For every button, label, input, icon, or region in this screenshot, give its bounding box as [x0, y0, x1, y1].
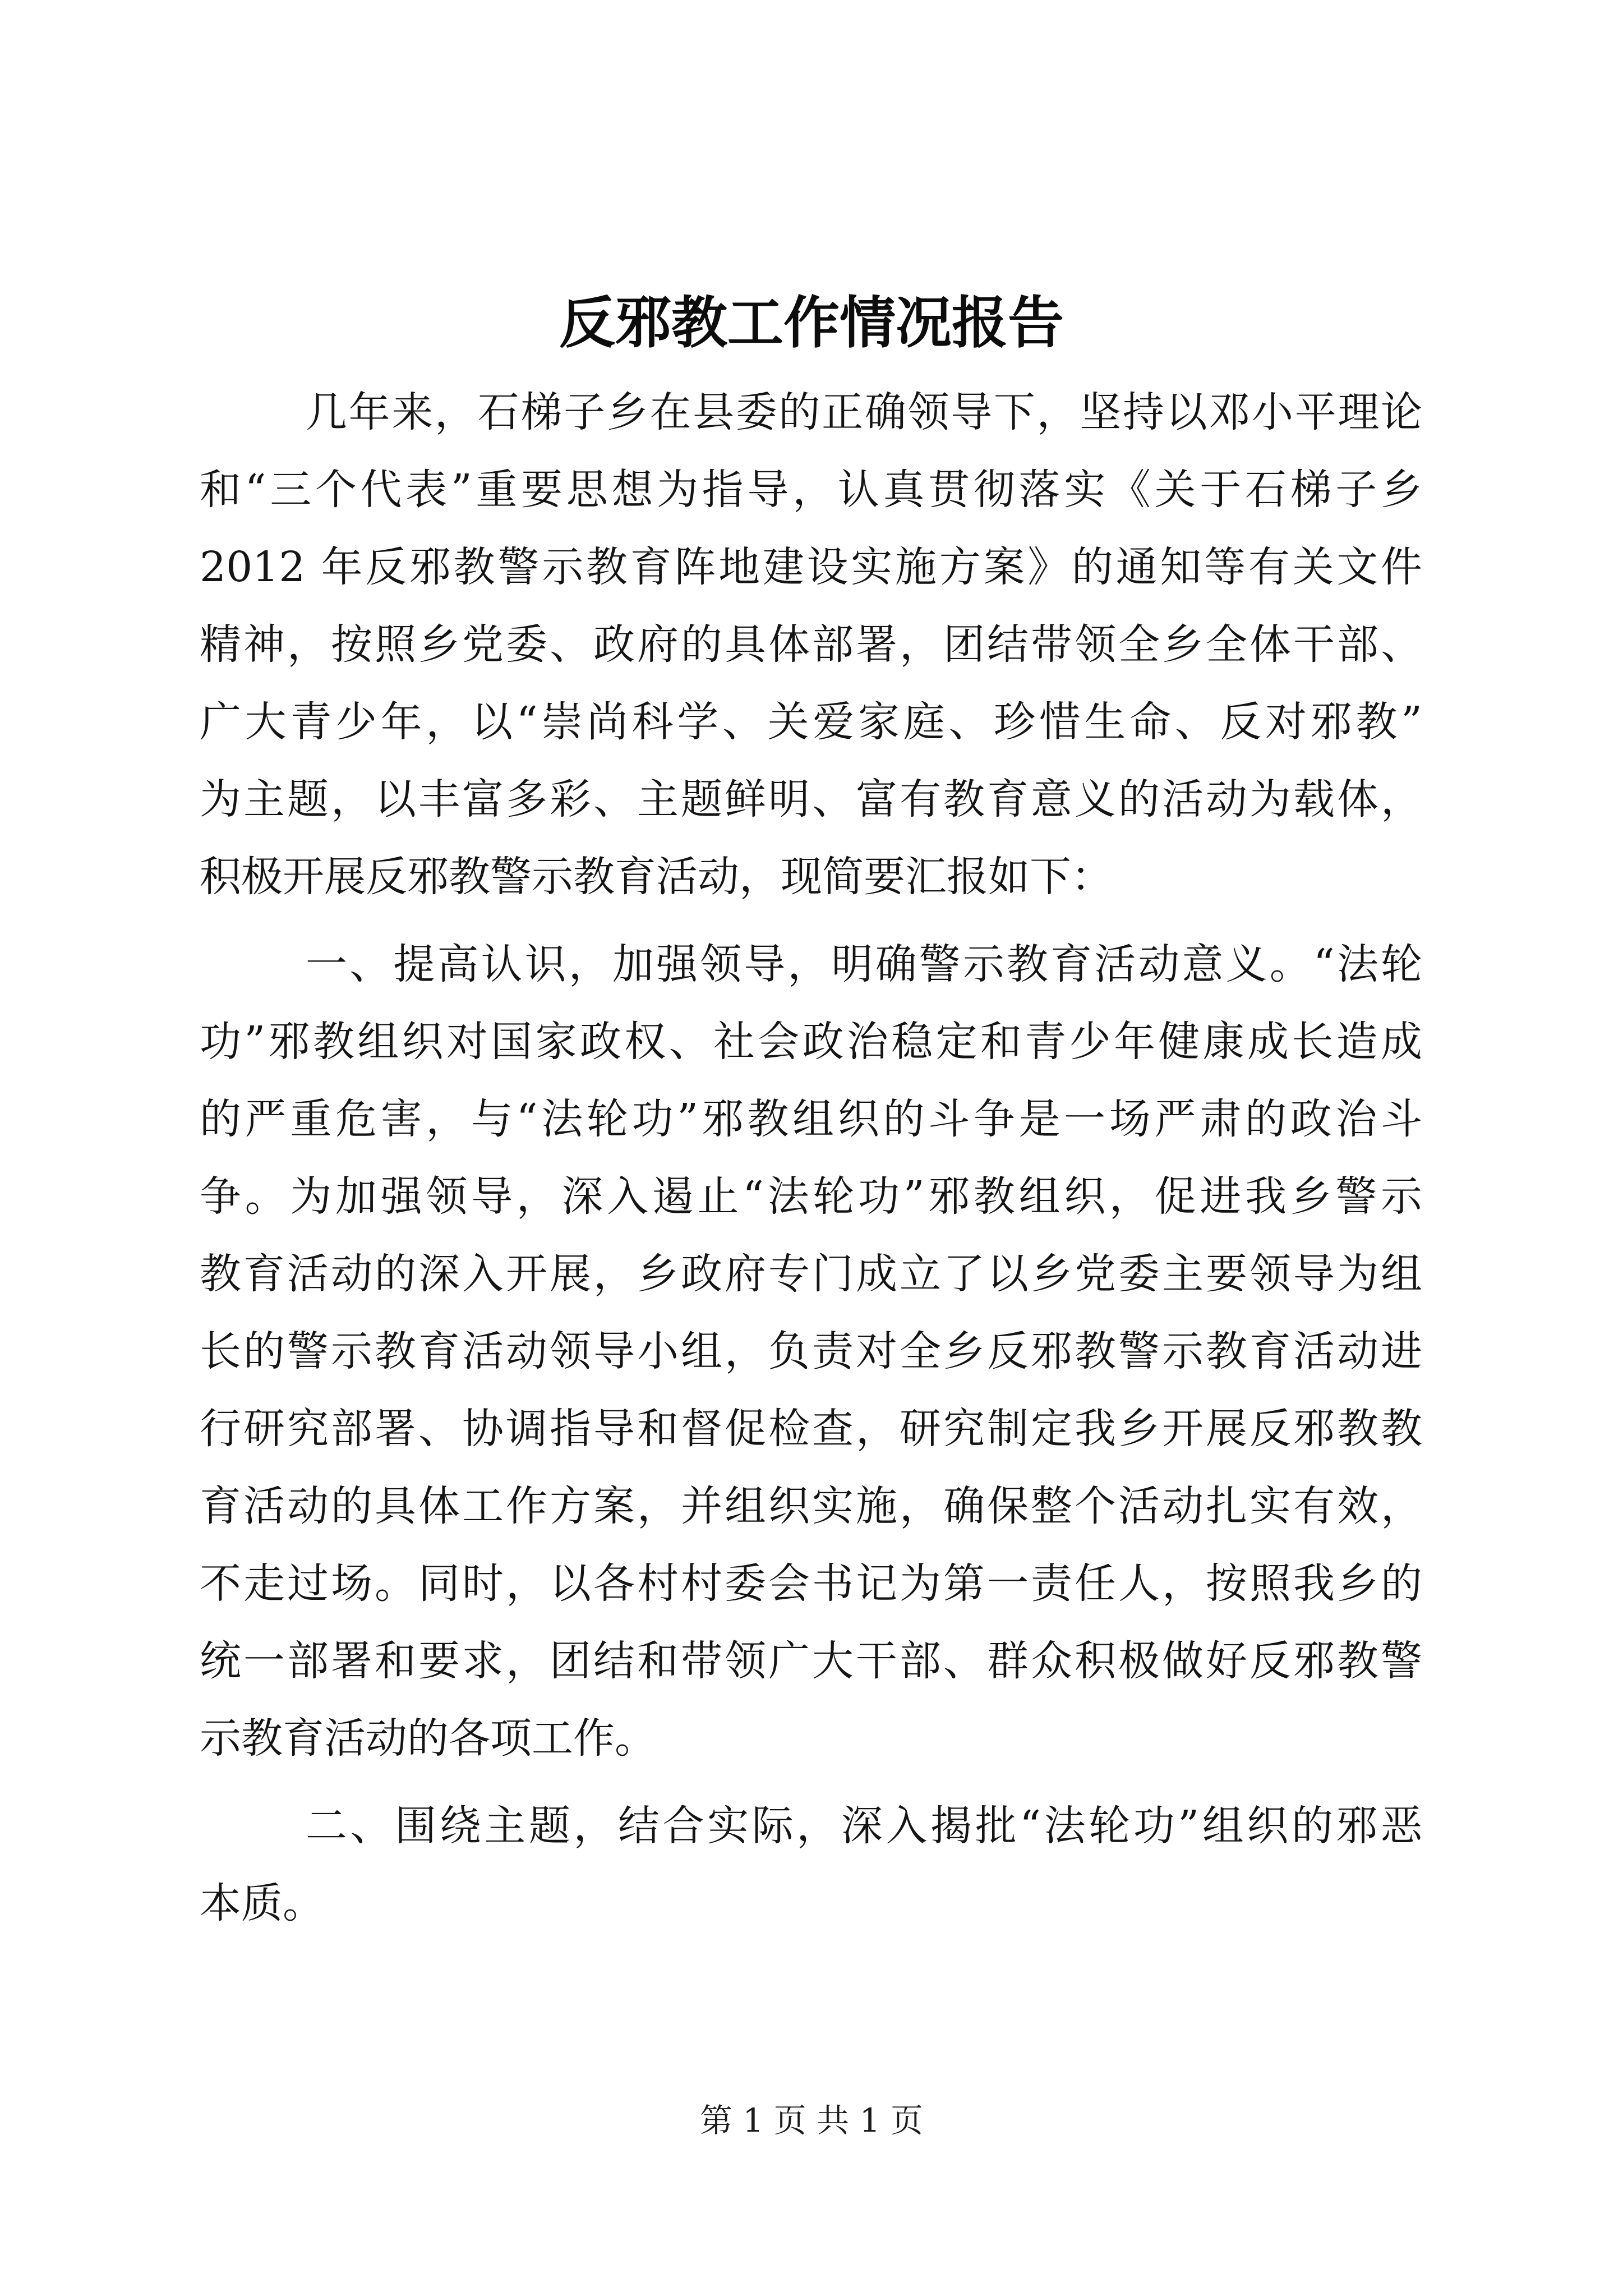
paragraph-line: 示教育活动的各项工作。	[200, 1714, 656, 1763]
paragraph-line: 功”邪教组织对国家政权、社会政治稳定和青少年健康成长造成	[200, 1018, 1422, 1066]
paragraph-line: 争。为加强领导，深入遏止“法轮功”邪教组织，促进我乡警示	[200, 1172, 1422, 1221]
paragraph-line: 的严重危害，与“法轮功”邪教组织的斗争是一场严肃的政治斗	[200, 1095, 1422, 1143]
document-title: 反邪教工作情况报告	[559, 289, 1064, 356]
paragraph-line: 统一部署和要求，团结和带领广大干部、群众积极做好反邪教警	[200, 1637, 1422, 1685]
paragraph-line: 二、围绕主题，结合实际，深入揭批“法轮功”组织的邪恶	[306, 1802, 1422, 1850]
paragraph-line: 本质。	[200, 1879, 324, 1927]
paragraph-line: 精神，按照乡党委、政府的具体部署，团结带领全乡全体干部、	[200, 620, 1422, 669]
paragraph-line: 教育活动的深入开展，乡政府专门成立了以乡党委主要领导为组	[200, 1250, 1422, 1298]
paragraph-line: 和“三个代表”重要思想为指导，认真贯彻落实《关于石梯子乡	[200, 466, 1422, 514]
paragraph-line: 2012 年反邪教警示教育阵地建设实施方案》的通知等有关文件	[200, 543, 1422, 591]
paragraph-line: 育活动的具体工作方案，并组织实施，确保整个活动扎实有效，	[200, 1482, 1422, 1530]
paragraph-line: 一、提高认识，加强领导，明确警示教育活动意义。“法轮	[306, 940, 1422, 988]
paragraph-line: 为主题，以丰富多彩、主题鲜明、富有教育意义的活动为载体，	[200, 775, 1422, 823]
paragraph-line: 行研究部署、协调指导和督促检查，研究制定我乡开展反邪教教	[200, 1405, 1422, 1453]
paragraph-line: 不走过场。同时，以各村村委会书记为第一责任人，按照我乡的	[200, 1559, 1422, 1608]
page-number: 第 1 页 共 1 页	[700, 2101, 923, 2139]
paragraph-line: 积极开展反邪教警示教育活动，现简要汇报如下：	[200, 853, 1113, 901]
paragraph-line: 几年来，石梯子乡在县委的正确领导下，坚持以邓小平理论	[306, 388, 1422, 436]
paragraph-line: 长的警示教育活动领导小组，负责对全乡反邪教警示教育活动进	[200, 1327, 1422, 1375]
paragraph-line: 广大青少年，以“崇尚科学、关爱家庭、珍惜生命、反对邪教”	[200, 698, 1422, 746]
